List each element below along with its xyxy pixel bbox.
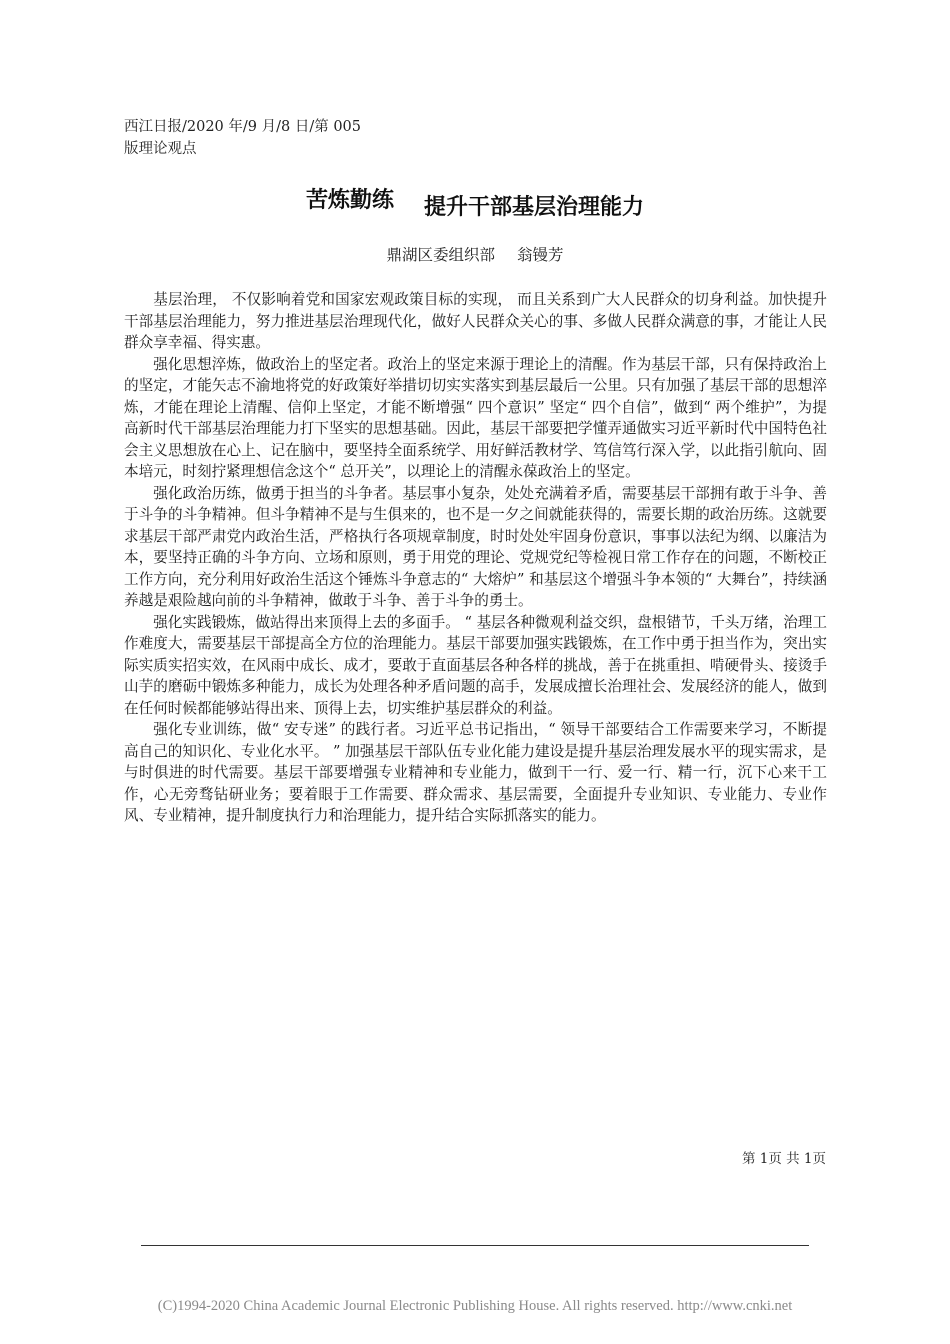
article-title bbox=[0, 186, 950, 220]
byline-organization: 鼎湖区委组织部 bbox=[386, 246, 495, 264]
byline bbox=[0, 244, 950, 266]
paragraph: 强化思想淬炼，做政治上的坚定者。政治上的坚定来源于理论上的清醒。作为基层干部，只有保持政治上的坚定，才能矢志不渝地将党的好政策好举措切切实实落实到基层最后一公里。只有加强了基层干部的思想淬炼，才能在理论上清醒、信仰上坚定，才能不断增强“ 四个意识” 坚定“ 四个自信”，做到“ 两个维护”，为提高新时代干部基层治理能力打下坚实的思想基础。因此，基层干部要把学懂弄通做实习近平新时代中国特色社会主义思想放在心上、记在脑中，要坚持全面系统学、用好鲜活教材学、笃信笃行深入学，以此指引航向、固本培元，时刻拧紧理想信念这个“ 总开关”，以理论上的清醒永葆政治上的坚定。 bbox=[124, 355, 827, 480]
title-part-2: 提升干部基层治理能力 bbox=[424, 195, 645, 220]
paragraph: 强化实践锻炼，做站得出来顶得上去的多面手。 “ 基层各种微观利益交织，盘根错节，千头万绪，治理工作难度大，需要基层干部提高全方位的治理能力。基层干部要加强实践锻炼，在工作中勇于担当作为，突出实际实质实招实效，在风雨中成长、成才，要敢于直面基层各种各样的挑战，善于在挑重担、啃硬骨头、接烫手山芋的磨砺中锻炼多种能力，成长为处理各种矛盾问题的高手，发展成擅长治理社会、发展经济的能人，做到在任何时候都能够站得出来、顶得上去，切实维护基层群众的利益。 bbox=[124, 613, 827, 717]
title-part-1: 苦炼勤练 bbox=[305, 188, 394, 213]
byline-author: 翁镘芳 bbox=[517, 246, 564, 264]
source-info bbox=[124, 116, 364, 160]
paragraph: 强化政治历练，做勇于担当的斗争者。基层事小复杂，处处充满着矛盾，需要基层干部拥有敢于斗争、善于斗争的斗争精神。但斗争精神不是与生俱来的，也不是一夕之间就能获得的，需要长期的政治历练。这就要求基层干部严肃党内政治生活，严格执行各项规章制度，时时处处牢固身份意识，事事以法纪为纲、以廉洁为本，要坚持正确的斗争方向、立场和原则，勇于用党的理论、党规党纪等检视日常工作存在的问题，不断校正工作方向，充分利用好政治生活这个锤炼斗争意志的“ 大熔炉” 和基层这个增强斗争本领的“ 大舞台”，持续涵养越是艰险越向前的斗争精神，做敢于斗争、善于斗争的勇士。 bbox=[124, 484, 827, 609]
paragraph: 基层治理， 不仅影响着党和国家宏观政策目标的实现， 而且关系到广大人民群众的切身利益。加快提升干部基层治理能力，努力推进基层治理现代化，做好人民群众关心的事、多做人民群众满意的事，才能让人民群众享幸福、得实惠。 bbox=[124, 291, 827, 351]
copyright-notice: (C)1994-2020 China Academic Journal Electronic Publishing House. All rights reserved. http://www.cnki.net bbox=[157, 1298, 793, 1314]
source-line-1: 西江日报/2020 年/9 月/8 日/第 005 bbox=[124, 119, 362, 135]
paragraph: 强化专业训练，做“ 安专迷” 的践行者。习近平总书记指出，“ 领导干部要结合工作需要来学习，不断提高自己的知识化、专业化水平。 ” 加强基层干部队伍专业化能力建设是提升基层治理发展水平的现实需求，是与时俱进的时代需要。基层干部要增强专业精神和专业能力，做到干一行、爱一行、精一行，沉下心来干工作，心无旁骛钻研业务；要着眼于工作需要、群众需求、基层需要，全面提升专业知识、专业能力、专业作风、专业精神，提升制度执行力和治理能力，提升结合实际抓落实的能力。 bbox=[124, 721, 827, 824]
footer-divider bbox=[141, 1245, 809, 1246]
article-body bbox=[124, 289, 827, 827]
page-number: 第 1页 共 1页 bbox=[741, 1151, 826, 1167]
source-line-2: 版理论观点 bbox=[124, 141, 197, 157]
